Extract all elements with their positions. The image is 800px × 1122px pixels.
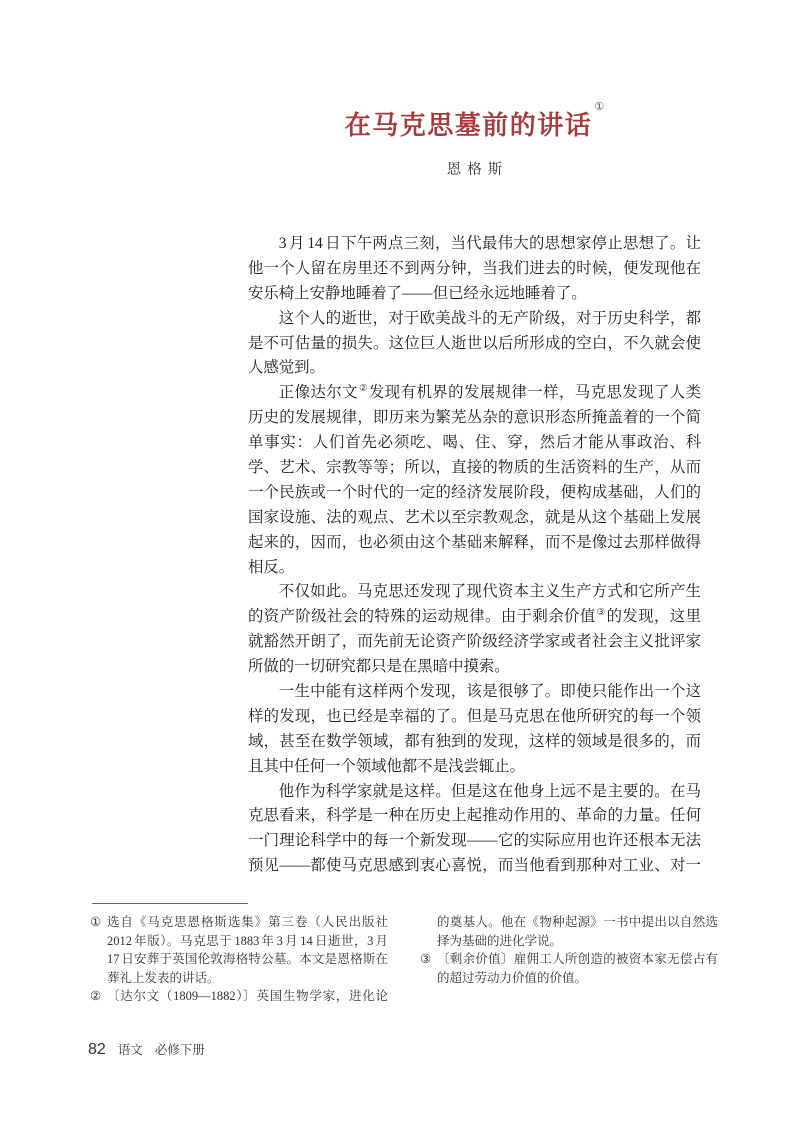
text-line: 起来的，因而，也必须由这个基础来解释，而不是像过去那样做得 [248, 533, 701, 551]
page-footer [88, 1040, 205, 1060]
footnote-line: 〔剩余价值〕雇佣工人所创造的被资本家无偿占有 [437, 952, 718, 966]
text-line: 一个民族或一个时代的一定的经济发展阶段，便构成基础，人们的 [248, 483, 701, 501]
footnote-line: 葬礼上发表的讲话。 [107, 970, 220, 985]
text-line: 是不可估量的损失。这位巨人逝世以后所形成的空白，不久就会使 [248, 334, 701, 352]
text-line: 克思看来，科学是一种在历史上起推动作用的、革命的力量。任何 [248, 807, 701, 825]
footnote-line: 择为基础的进化学说。 [437, 933, 563, 948]
footnote-marker: ① [90, 915, 102, 929]
footnote-marker: ③ [420, 952, 432, 966]
text-line: 就豁然开朗了，而先前无论资产阶级经济学家或者社会主义批评家 [248, 633, 701, 651]
footnote-reference: ② [358, 383, 368, 395]
footnote-text [437, 950, 718, 987]
footnote-text [107, 987, 388, 1006]
footnote-line: 〔达尔文（1809—1882）〕英国生物学家，进化论 [107, 989, 388, 1003]
text-line: 样的发现，也已经是幸福的了。但是马克思在他所研究的每一个领 [248, 707, 701, 725]
footnote-marker: ② [90, 989, 102, 1003]
text-line: 他一个人留在房里还不到两分钟，当我们进去的时候，便发现他在 [248, 259, 701, 277]
footnote [420, 950, 718, 987]
text-line: 人感觉到。 [248, 359, 325, 377]
footnote-column-left [90, 913, 388, 1006]
paragraph [248, 232, 701, 307]
page-number: 82 [88, 1041, 106, 1058]
text-line: 的资产阶级社会的特殊的运动规律。由于剩余价值③的发现，这里 [248, 607, 701, 626]
footnote-reference: ③ [596, 607, 606, 619]
text-line: 历史的发展规律，即历来为繁芜丛杂的意识形态所掩盖着的一个简 [248, 409, 701, 427]
paragraph [248, 680, 701, 780]
footnote-line: 17 日安葬于英国伦敦海格特公墓。本文是恩格斯在 [107, 952, 388, 966]
text-line: 安乐椅上安静地睡着了——但已经永远地睡着了。 [248, 284, 587, 302]
article-author: 恩格斯 [446, 162, 509, 178]
article-body [248, 232, 701, 879]
footnote-line: 2012 年版）。马克思于 1883 年 3 月 14 日逝世，3 月 [107, 933, 388, 948]
text-line: 国家设施、法的观点、艺术以至宗教观念，就是从这个基础上发展 [248, 508, 701, 526]
text-line: 学、艺术、宗教等等；所以，直接的物质的生活资料的生产，从而 [248, 459, 701, 477]
book-volume: 必修下册 [154, 1043, 205, 1057]
footnote-divider [92, 903, 248, 904]
footnote-marker-spacer [420, 913, 437, 950]
text-line: 所做的一切研究都只是在黑暗中摸索。 [248, 658, 510, 676]
footnote-column-right [420, 913, 718, 987]
footnotes [0, 913, 800, 1013]
footnote [90, 987, 388, 1006]
paragraph [248, 381, 701, 580]
title-footnote-marker: ① [594, 101, 605, 113]
text-line: 一门理论科学中的每一个新发现——它的实际应用也许还根本无法 [248, 832, 701, 850]
article-header [248, 101, 701, 180]
text-line: 预见——都使马克思感到衷心喜悦，而当他看到那种对工业、对一 [248, 857, 701, 875]
text-line: 一生中能有这样两个发现，该是很够了。即使只能作出一个这 [278, 683, 701, 701]
paragraph [248, 580, 701, 680]
text-line: 不仅如此。马克思还发现了现代资本主义生产方式和它所产生 [278, 583, 701, 601]
paragraph [248, 307, 701, 382]
footnote-line: 选自《马克思恩格斯选集》第三卷（人民出版社 [107, 915, 388, 929]
article-title-text: 在马克思墓前的讲话 [344, 111, 593, 140]
book-subject: 语文 [117, 1043, 143, 1057]
text-line: 且其中任何一个领域他都不是浅尝辄止。 [248, 757, 526, 775]
text-line: 3 月 14 日下午两点三刻，当代最伟大的思想家停止思想了。让 [278, 235, 701, 252]
text-line: 域，甚至在数学领域，都有独到的发现，这样的领域是很多的，而 [248, 732, 701, 750]
footnote [90, 913, 388, 987]
footnote-line: 的超过劳动力价值的价值。 [437, 970, 588, 985]
text-line: 正像达尔文②发现有机界的发展规律一样，马克思发现了人类 [278, 383, 701, 402]
paragraph [248, 780, 701, 880]
footnote-text [107, 913, 388, 987]
text-line: 相反。 [248, 558, 295, 576]
text-line: 他作为科学家就是这样。但是这在他身上远不是主要的。在马 [278, 782, 701, 800]
footnote [420, 913, 718, 950]
footnote-text [437, 913, 718, 950]
article-title [248, 101, 701, 146]
footnote-line: 的奠基人。他在《物种起源》一书中提出以自然选 [437, 915, 718, 929]
text-line: 单事实：人们首先必须吃、喝、住、穿，然后才能从事政治、科 [248, 434, 701, 452]
text-line: 这个人的逝世，对于欧美战斗的无产阶级，对于历史科学，都 [278, 309, 701, 327]
